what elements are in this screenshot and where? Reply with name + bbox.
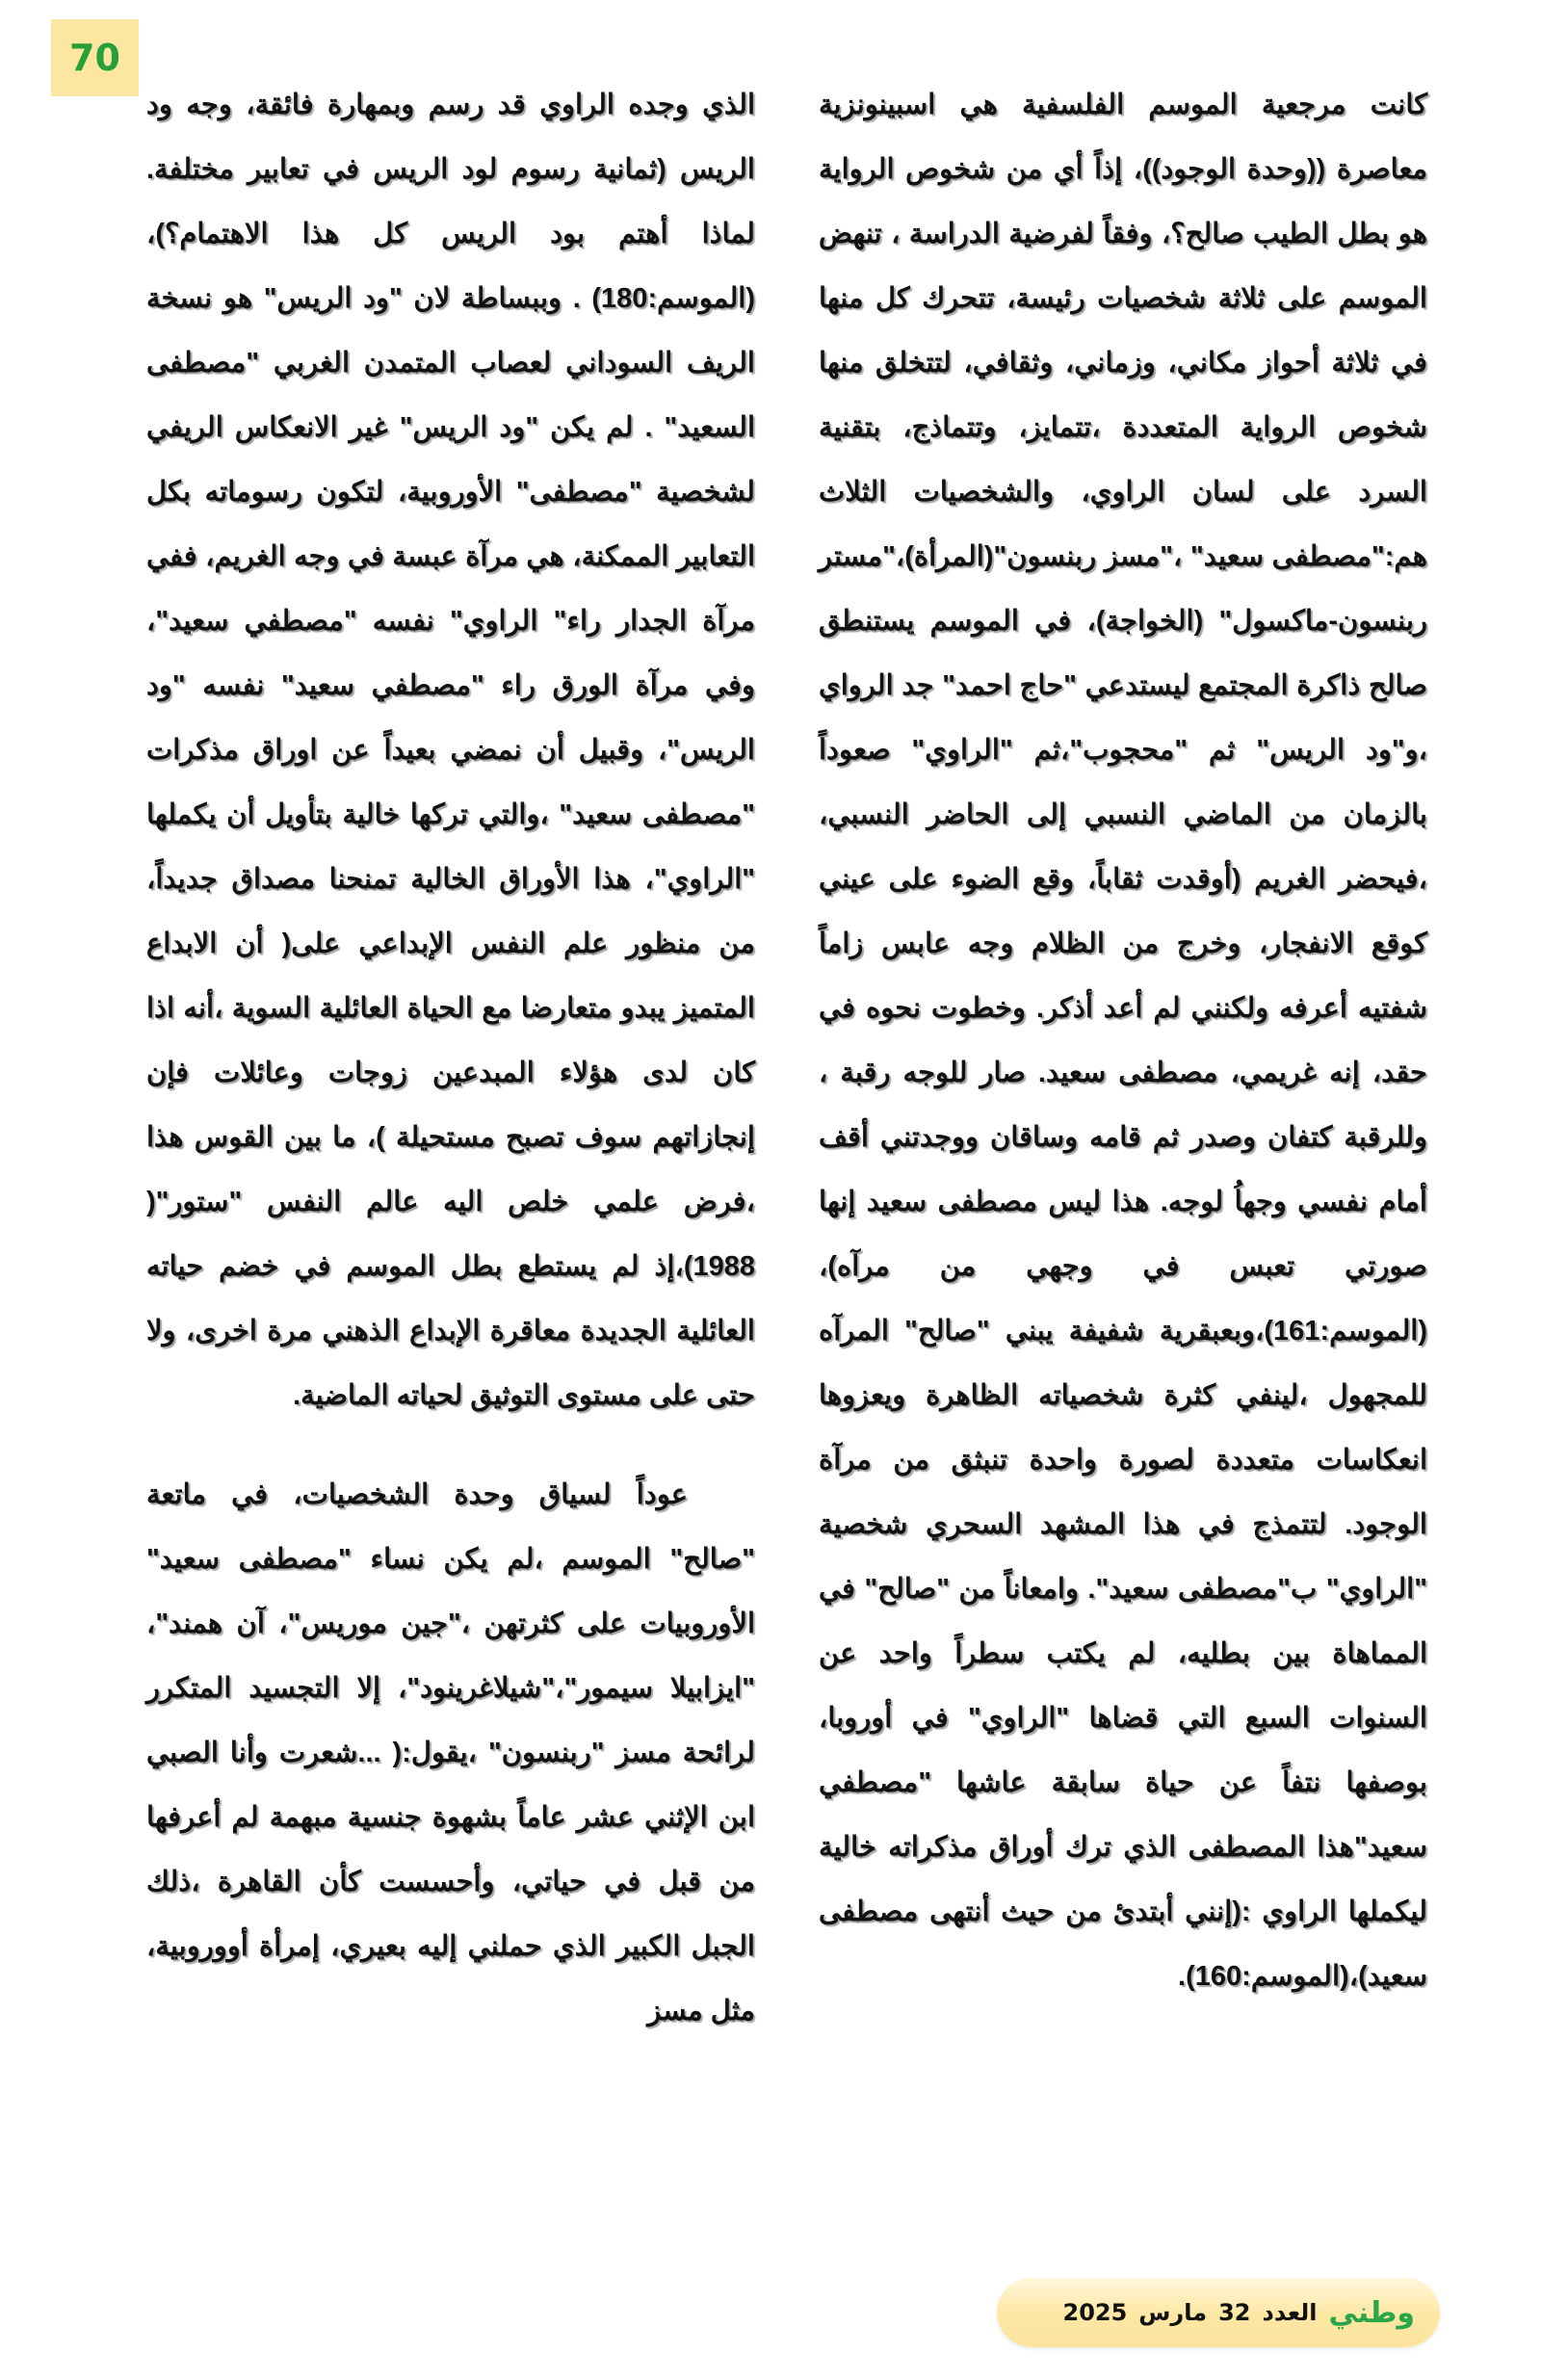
issue-number: 32 — [1218, 2299, 1251, 2326]
paragraph: الذي وجده الراوي قد رسم وبمهارة فائقة، وجه ود الريس (ثمانية رسوم لود الريس في تعابير مختلفة. لماذا أهتم بود الريس كل هذا الاهتمام؟)،(الموسم:180) . وببساطة لان "ود الريس" هو نسخة الريف السوداني لعصاب المتمدن الغربي "مصطفى السعيد" . لم يكن "ود الريس" غير الانعكاس الريفي لشخصية "مصطفى" الأوروبية، لتكون رسوماته بكل التعابير الممكنة، هي مرآة عبسة في وجه الغريم، ففي مرآة الجدار راء" الراوي" نفسه "مصطفي سعيد"، وفي مرآة الورق راء "مصطفي سعيد" نفسه "ود الريس"، وقبيل أن نمضي بعيداً عن اوراق مذكرات "مصطفى سعيد" ،والتي تركها خالية بتأويل أن يكملها "الراوي"، هذا الأوراق الخالية تمنحنا مصداق جديداً، من منظور علم النفس الإبداعي على( أن الابداع المتميز يبدو متعارضا مع الحياة العائلية السوية ،أنه اذا كان لدى هؤلاء المبدعين زوجات وعائلات فإن إنجازاتهم سوف تصبح مستحيلة )، ما بين القوس هذا ،فرض علمي خلص اليه عالم النفس "ستور"( 1988)،إذ لم يستطع بطل الموسم في خضم حياته العائلية الجديدة معاقرة الإبداع الذهني مرة اخرى، ولا حتى على مستوى التوثيق لحياته الماضية. — [146, 90, 755, 1411]
article-column-right — [819, 73, 1427, 2009]
paragraph: عوداً لسياق وحدة الشخصيات، في ماتعة "صالح" الموسم ،لم يكن نساء "مصطفى سعيد" الأوروبيات على كثرتهن ،"جين موريس"، آن همند"، "ايزابيلا سيمور"،"شيلاغرينود"، إلا التجسيد المتكرر لرائحة مسز "ربنسون" ،يقول:( ...شعرت وأنا الصبي ابن الإثني عشر عاماً بشهوة جنسية مبهمة لم أعرفها من قبل في حياتي، وأحسست كأن القاهرة ،ذلك الجبل الكبير الذي حملني إليه بعيري، إمرأة أووروبية، مثل مسز — [146, 1479, 755, 2027]
paragraph: كانت مرجعية الموسم الفلسفية هي اسبينونزية معاصرة ((وحدة الوجود))، إذاً أي من شخوص الرواية هو بطل الطيب صالح؟، وفقاً لفرضية الدراسة ، تنهض الموسم على ثلاثة شخصيات رئيسة، تتحرك كل منها في ثلاثة أحواز مكاني، وزماني، وثقافي، لتتخلق منها شخوص الرواية المتعددة ،تتمايز، وتتماذج، بتقنية السرد على لسان الراوي، والشخصيات الثلاث هم:"مصطفى سعيد" ،"مسز ربنسون"(المرأة)،"مستر ربنسون-ماكسول" (الخواجة)، في الموسم يستنطق صالح ذاكرة المجتمع ليستدعي "حاج احمد" جد الرواي ،و"ود الريس" ثم "محجوب"،ثم "الراوي" صعوداً بالزمان من الماضي النسبي إلى الحاضر النسبي، ،فيحضر الغريم (أوقدت ثقاباً، وقع الضوء على عيني كوقع الانفجار، وخرج من الظلام وجه عابس زاماً شفتيه أعرفه ولكنني لم أعد أذكر. وخطوت نحوه في حقد، إنه غريمي، مصطفى سعيد. صار للوجه رقبة ، وللرقبة كتفان وصدر ثم قامه وساقان ووجدتني أقف أمام نفسي وجهاُ لوجه. هذا ليس مصطفى سعيد إنها صورتي تعبس في وجهي من مرآه)،(الموسم:161)،وبعبقرية شفيفة يبني "صالح" المرآه للمجهول ،لينفي كثرة شخصياته الظاهرة ويعزوها انعكاسات متعددة لصورة واحدة تنبثق من مرآة الوجود. لتتمذج في هذا المشهد السحري شخصية "الراوي" ب"مصطفى سعيد". وامعاناً من "صالح" في المماهاة بين بطليه، لم يكتب سطراً واحد عن السنوات السبع التي قضاها "الراوي" في أوروبا، بوصفها نتفاً عن حياة سابقة عاشها "مصطفي سعيد"هذا المصطفى الذي ترك أوراق مذكراته خالية ليكملها الراوي :(إنني أبتدئ من حيث أنتهى مصطفى سعيد)،(الموسم:160). — [819, 90, 1427, 1992]
article-column-left — [146, 73, 755, 2044]
page-number-badge — [51, 19, 139, 96]
issue-label: العدد — [1262, 2299, 1318, 2326]
issue-footer — [997, 2278, 1440, 2347]
magazine-brand: وطني — [1328, 2295, 1415, 2330]
issue-month: مارس — [1138, 2299, 1208, 2326]
issue-year: 2025 — [1062, 2299, 1128, 2326]
page-number: 70 — [69, 37, 120, 79]
